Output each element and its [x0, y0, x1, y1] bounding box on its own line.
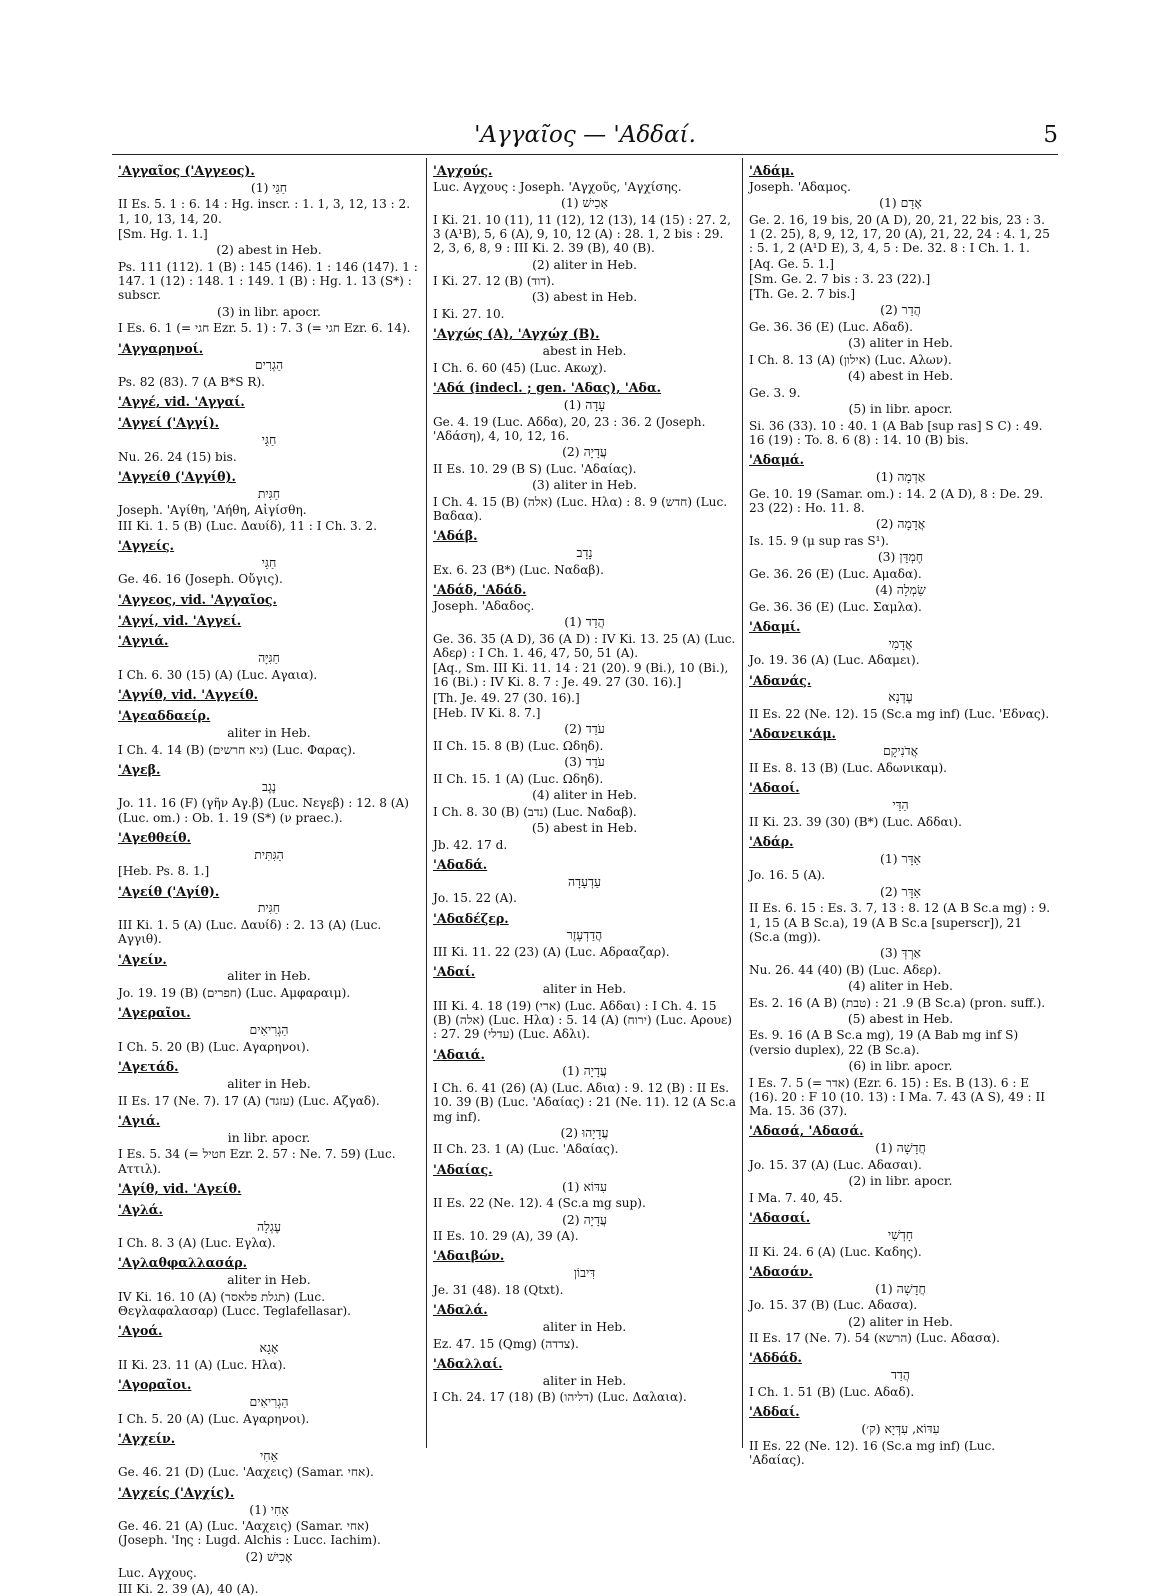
entry-reference: Joseph. 'Αγίθη, 'Αήθη, Αἰγίσθη. — [118, 503, 307, 518]
entry-headword: 'Αγεαδδαείρ. — [118, 708, 211, 724]
header-rule — [112, 154, 1058, 155]
entry-headword: 'Αδαοί. — [749, 780, 800, 796]
entry-sense: חַגַּי — [261, 554, 277, 570]
lexicon-entry — [118, 470, 420, 533]
lexicon-entry — [749, 164, 1052, 447]
lexicon-entry — [118, 539, 420, 587]
entry-reference: I Ch. 8. 13 (A) (אילון) (Luc. Αλων). — [749, 352, 952, 367]
lexicon-entry — [749, 835, 1052, 1119]
entry-headword: 'Αδάρ. — [749, 833, 794, 849]
entry-reference: Ge. 4. 19 (Luc. Αδδα), 20, 23 : 36. 2 (Joseph. 'Αδάση), 4, 10, 12, 16. — [433, 414, 706, 443]
entry-headword: 'Αγεθθείθ. — [118, 829, 191, 845]
entry-headword: 'Αδαλά. — [433, 1302, 488, 1318]
entry-headword: 'Αδασαί. — [749, 1210, 811, 1226]
entry-reference: Ge. 10. 19 (Samar. om.) : 14. 2 (A D), 8 : De. 29. 23 (22) : Ho. 11. 8. — [749, 486, 1044, 515]
entry-sense: (3) abest in Heb. — [531, 289, 638, 305]
entry-reference: [Heb. IV Ki. 8. 7.] — [433, 705, 541, 720]
entry-headword: 'Αγγί, vid. 'Αγγεί. — [118, 612, 242, 628]
lexicon-entry — [749, 453, 1052, 614]
entry-sense: הַגְרִים — [254, 357, 284, 373]
entry-sense: חָדְשִׁי — [887, 1226, 914, 1242]
entry-reference: Jo. 19. 36 (A) (Luc. Αδαμει). — [749, 653, 920, 668]
lexicon-entry — [118, 1486, 420, 1596]
lexicon-entry — [118, 634, 420, 682]
entry-sense: (6) in libr. apocr. — [848, 1057, 953, 1073]
lexicon-entry — [433, 381, 736, 523]
lexicon-entry — [433, 858, 736, 906]
entry-reference: II Es. 8. 13 (B) (Luc. Αδωνικαμ). — [749, 760, 948, 775]
lexicon-entry — [749, 727, 1052, 775]
entry-reference: [Aq., Sm. III Ki. 11. 14 : 21 (20). 9 (Bi.), 10 (Bi.), 16 (Bi.) : IV Ki. 8. 7 : Je. 49. 27 (30. 16).] — [433, 661, 729, 690]
entry-sense: (3) חֶמְדָּן — [877, 549, 924, 565]
entry-reference: I Ki. 27. 12 (B) (דוד). — [433, 274, 555, 289]
entry-reference: IV Ki. 16. 10 (A) (תגלת פלאסר) (Luc. Θεγλαφαλασαρ) (Lucc. Teglafellasar). — [118, 1289, 352, 1319]
entry-reference: Luc. Αγχους : Joseph. 'Αγχοῦς, 'Αγχίσης. — [433, 179, 682, 194]
entry-reference: Si. 36 (33). 10 : 40. 1 (A Bab [sup ras] S C) : 49. 16 (19) : To. 8. 6 (8) : 14. 10 (B) bis. — [749, 418, 1043, 447]
entry-headword: 'Αδαιβών. — [433, 1248, 505, 1264]
entry-reference: Ge. 36. 36 (E) (Luc. Σαμλα). — [749, 599, 922, 614]
entry-reference: Is. 15. 9 (μ sup ras S¹). — [749, 533, 890, 548]
entry-headword: 'Αγιά. — [118, 1112, 161, 1128]
lexicon-entry — [433, 1303, 736, 1351]
entry-reference: II Es. 17 (Ne. 7). 54 (הרשא) (Luc. Αδασα). — [749, 1331, 1001, 1346]
lexicon-entry — [118, 831, 420, 879]
lexicon-entry — [118, 1203, 420, 1251]
entry-reference: II Es. 10. 29 (A), 39 (A). — [433, 1229, 579, 1244]
entry-reference: Ps. 111 (112). 1 (B) : 145 (146). 1 : 146 (147). 1 : 147. 1 (12) : 148. 1 : 149. 1 (B) : Hg. 1. 13 (S*) : subscr. — [118, 259, 418, 303]
entry-reference: [Sm. Hg. 1. 1.] — [118, 227, 208, 242]
entry-reference: Je. 31 (48). 18 (Qtxt). — [433, 1282, 564, 1297]
lexicon-entry — [118, 1324, 420, 1372]
entry-sense: עַדְעָדָה — [567, 873, 602, 889]
entry-headword: 'Αδάβ. — [433, 528, 478, 544]
entry-reference: I Ch. 4. 15 (B) (אלה) (Luc. Ηλα) : 8. 9 (חדש) (Luc. Βαδαα). — [433, 494, 728, 523]
entry-reference: [Th. Ge. 2. 7 bis.] — [749, 287, 856, 302]
entry-reference: I Ki. 27. 10. — [433, 307, 505, 322]
columns — [112, 158, 1058, 1596]
entry-sense: aliter in Heb. — [542, 981, 627, 997]
entry-sense: in libr. apocr. — [227, 1129, 311, 1145]
entry-sense: (2) עֲדָיָה — [562, 1211, 607, 1227]
entry-sense: (1) עָדָה — [563, 396, 606, 412]
entry-sense: (1) אָכִישׁ — [560, 195, 608, 211]
entry-sense: (1) עֲדָיָה — [562, 1063, 607, 1079]
entry-reference: II Es. 22 (Ne. 12). 16 (Sc.a mg inf) (Luc. 'Αδαίας). — [749, 1438, 996, 1467]
entry-headword: 'Αδαδέζερ. — [433, 910, 509, 926]
entry-reference: [Th. Je. 49. 27 (30. 16).] — [433, 690, 580, 705]
lexicon-entry — [118, 342, 420, 390]
lexicon-entry — [433, 1357, 736, 1405]
entry-sense: (4) aliter in Heb. — [532, 787, 637, 803]
entry-reference: II Es. 6. 15 : Es. 3. 7, 13 : 8. 12 (A B Sc.a mg) : 9. 1, 15 (A B Sc.a), 19 (A B Sc.a [superscr]), 21 (Sc.a (mg)). — [749, 901, 1051, 944]
entry-sense: אֵחִי — [259, 1447, 279, 1463]
entry-sense: (2) אָכִישׁ — [245, 1548, 293, 1564]
entry-reference: Es. 9. 16 (A B Sc.a mg), 19 (A Bab mg inf S) (versio duplex), 22 (B Sc.a). — [749, 1028, 1019, 1057]
lexicon-entry — [118, 614, 420, 629]
entry-sense: (3) אַרְדְּ — [880, 945, 921, 961]
lexicon-entry — [118, 953, 420, 1001]
entry-headword: 'Αδανάς. — [749, 672, 812, 688]
entry-sense: הֲדַדְעֶזֶר — [566, 927, 603, 943]
entry-headword: 'Αδαδά. — [433, 856, 488, 872]
entry-sense: aliter in Heb. — [542, 1319, 627, 1334]
entry-reference: I Ki. 21. 10 (11), 11 (12), 12 (13), 14 (15) : 27. 2, 3 (A¹B), 5, 6 (A), 9, 10, 12 (A) : 28. 1, 2 bis : 29. 2, 3, 6, 8, 9 : III Ki. 2. 39 (B), 40 (B). — [433, 212, 731, 256]
entry-headword: 'Αγγείς. — [118, 537, 175, 553]
entry-reference: [Heb. Ps. 8. 1.] — [118, 864, 210, 879]
entry-headword: 'Αγοραῖοι. — [118, 1377, 192, 1393]
entry-sense: (1) אֵחִי — [249, 1501, 289, 1517]
lexicon-entry — [749, 674, 1052, 722]
entry-reference: I Ch. 5. 20 (A) (Luc. Αγαρηνοι). — [118, 1411, 310, 1426]
entry-sense: חַגַּי — [261, 432, 277, 448]
entry-reference: I Ch. 5. 20 (B) (Luc. Αγαρηνοι). — [118, 1039, 310, 1054]
entry-sense: (1) עִדּוֹא — [561, 1178, 608, 1194]
entry-headword: 'Αγεβ. — [118, 761, 161, 777]
entry-reference: Jo. 19. 19 (B) (חפרים) (Luc. Αμφαραιμ). — [118, 986, 351, 1001]
entry-reference: I Ch. 24. 17 (18) (B) (דליהו) (Luc. Δαλαια). — [433, 1390, 687, 1405]
entry-sense: (1) הֲדַד — [564, 614, 605, 630]
entry-reference: I Es. 5. 34 (= חטיל Ezr. 2. 57 : Ne. 7. 59) (Luc. Αττιλ). — [118, 1147, 396, 1176]
entry-headword: 'Αγγεος, vid. 'Αγγαῖος. — [118, 591, 277, 607]
entry-sense: עִדּוֹא, עִדְּיָא (ק׳) — [861, 1421, 940, 1437]
entry-sense: (1) חַגַּי — [250, 179, 288, 195]
entry-sense: aliter in Heb. — [227, 1272, 311, 1288]
entry-sense: דִּיבוֹן — [573, 1265, 596, 1281]
entry-reference: Ge. 46. 16 (Joseph. Οὔγις). — [118, 572, 283, 587]
entry-reference: I Ch. 8. 3 (A) (Luc. Εγλα). — [118, 1236, 276, 1251]
entry-sense: (5) in libr. apocr. — [848, 401, 953, 417]
lexicon-entry — [118, 593, 420, 608]
entry-reference: II Ch. 23. 1 (A) (Luc. 'Αδαίας). — [433, 1142, 619, 1157]
lexicon-entry — [118, 1432, 420, 1480]
entry-headword: 'Αδαμί. — [749, 618, 801, 634]
entry-reference: II Es. 22 (Ne. 12). 15 (Sc.a mg inf) (Luc. 'Εδνας). — [749, 707, 1050, 722]
entry-reference: Nu. 26. 44 (40) (B) (Luc. Αδερ). — [749, 962, 942, 977]
entry-headword: 'Αγείθ ('Αγίθ). — [118, 883, 220, 899]
entry-headword: 'Αδάδ, 'Αδάδ. — [433, 581, 527, 597]
entry-sense: (1) אַדְמָה — [875, 469, 926, 485]
entry-sense: אֲדָמִי — [888, 635, 913, 651]
lexicon-entry — [118, 1378, 420, 1426]
entry-reference: I Es. 6. 1 (= חגי Ezr. 5. 1) : 7. 3 (= חגי Ezr. 6. 14). — [118, 321, 411, 336]
lexicon-entry — [749, 1124, 1052, 1205]
entry-reference: I Ma. 7. 40, 45. — [749, 1190, 843, 1205]
entry-reference: Jo. 11. 16 (F) (γῆν Αγ.β) (Luc. Νεγεβ) : 12. 8 (A) (Luc. om.) : Ob. 1. 19 (S*) (ν praec.). — [118, 796, 409, 825]
entry-reference: II Es. 22 (Ne. 12). 4 (Sc.a mg sup). — [433, 1196, 646, 1211]
entry-headword: 'Αγεραῖοι. — [118, 1005, 191, 1021]
lexicon-entry — [749, 1211, 1052, 1259]
entry-reference: III Ki. 4. 18 (19) (ארי) (Luc. Αδδαι) : I Ch. 4. 15 (B) (אלה) (Luc. Ηλα) : 5. 14 (A) (ירוח) (Luc. Αρουε) : 27. 29 (עדלי) (Luc. Αδλι). — [433, 998, 732, 1042]
lexicon-entry — [118, 1114, 420, 1176]
entry-sense: (1) חֲדָשָׁה — [875, 1280, 926, 1296]
entry-headword: 'Αγγίθ, vid. 'Αγγείθ. — [118, 687, 258, 703]
entry-sense: (1) אָדָם — [879, 195, 922, 211]
entry-headword: 'Αγχείς ('Αγχίς). — [118, 1484, 235, 1500]
entry-reference: Ge. 36. 26 (E) (Luc. Αμαδα). — [749, 566, 922, 581]
entry-reference: III Ki. 1. 5 (B) (Luc. Δαυίδ), 11 : I Ch. 3. 2. — [118, 518, 377, 533]
entry-reference: II Es. 17 (Ne. 7). 17 (A) (עזגד) (Luc. Αζγαδ). — [118, 1093, 380, 1108]
entry-reference: II Es. 10. 29 (B S) (Luc. 'Αδαίας). — [433, 461, 637, 476]
entry-headword: 'Αγείν. — [118, 951, 167, 967]
entry-reference: II Es. 5. 1 : 6. 14 : Hg. inscr. : 1. 1, 3, 12, 13 : 2. 1, 10, 13, 14, 20. — [118, 197, 411, 226]
entry-sense: (1) אַדָּר — [880, 850, 921, 866]
entry-reference: Ge. 46. 21 (D) (Luc. 'Ααχεις) (Samar. אחי). — [118, 1465, 374, 1480]
entry-sense: עֶגְלָה — [256, 1218, 282, 1234]
entry-sense: עֶדְנָא — [888, 689, 913, 705]
entry-sense: (3) aliter in Heb. — [848, 335, 953, 351]
lexicon-entry — [433, 1163, 736, 1244]
page-number: 5 — [1043, 122, 1058, 148]
lexicon-entry — [433, 327, 736, 375]
entry-reference: II Ki. 24. 6 (A) (Luc. Καδης). — [749, 1244, 922, 1259]
entry-headword: 'Αδασά, 'Αδασά. — [749, 1123, 864, 1139]
entry-reference: Joseph. 'Αδαμος. — [749, 179, 851, 194]
lexicon-entry — [118, 416, 420, 464]
lexicon-entry — [749, 1405, 1052, 1467]
entry-headword: 'Αγοά. — [118, 1323, 163, 1339]
column-3 — [743, 158, 1058, 1467]
entry-reference: II Ch. 15. 8 (B) (Luc. Ωδηδ). — [433, 738, 604, 753]
entry-sense: נֶגֶב — [261, 778, 277, 794]
entry-sense: (2) in libr. apocr. — [848, 1173, 953, 1189]
entry-headword: 'Αγλά. — [118, 1201, 163, 1217]
entry-sense: אֲדֹנִיקָם — [882, 743, 919, 759]
entry-sense: נָדָב — [576, 545, 593, 560]
lexicon-entry — [118, 688, 420, 703]
entry-sense: aliter in Heb. — [227, 724, 311, 740]
entry-sense: (2) עֹדֵד — [564, 721, 605, 737]
entry-headword: 'Αγγαρηνοί. — [118, 340, 204, 356]
entry-headword: 'Αδαμά. — [749, 452, 805, 468]
column-1 — [112, 158, 427, 1596]
entry-sense: אָגָא — [259, 1340, 279, 1356]
lexicon-entry — [118, 1060, 420, 1108]
lexicon-entry — [749, 781, 1052, 829]
entry-sense: (5) abest in Heb. — [847, 1010, 954, 1026]
entry-reference: I Ch. 8. 30 (B) (נדב) (Luc. Ναδαβ). — [433, 804, 637, 819]
entry-headword: 'Αδασάν. — [749, 1263, 813, 1279]
entry-headword: 'Αδαιά. — [433, 1046, 485, 1062]
entry-reference: III Ki. 11. 22 (23) (A) (Luc. Αδρααζαρ). — [433, 945, 670, 960]
lexicon-entry — [749, 1265, 1052, 1346]
entry-reference: Jo. 15. 37 (A) (Luc. Αδασαι). — [749, 1157, 922, 1172]
entry-sense: (2) עֲדָיָהוּ — [560, 1124, 609, 1140]
entry-headword: 'Αγλαθφαλλασάρ. — [118, 1255, 248, 1271]
entry-sense: הַדַּי — [892, 796, 909, 812]
entry-sense: (5) abest in Heb. — [531, 819, 638, 835]
lexicon-entry — [118, 885, 420, 947]
entry-headword: 'Αδανεικάμ. — [749, 726, 836, 742]
entry-headword: 'Αγγιά. — [118, 633, 169, 649]
entry-reference: Luc. Αγχους. — [118, 1566, 197, 1581]
entry-reference: Jo. 15. 22 (A). — [433, 891, 517, 906]
entry-sense: הַגְרִיאִים — [249, 1394, 289, 1410]
entry-sense: (2) aliter in Heb. — [848, 1313, 953, 1329]
entry-sense: (2) הֲדַר — [880, 302, 921, 318]
entry-sense: (2) abest in Heb. — [216, 242, 322, 258]
entry-sense: חַגִּית — [257, 485, 281, 501]
entry-sense: (2) aliter in Heb. — [532, 256, 637, 272]
lexicon-entry — [118, 1182, 420, 1197]
entry-sense: aliter in Heb. — [227, 968, 311, 984]
entry-reference: II Ch. 15. 1 (A) (Luc. Ωδηδ). — [433, 771, 604, 786]
entry-headword: 'Αδδαί. — [749, 1404, 800, 1420]
entry-sense: הַגְרִיאִים — [249, 1022, 289, 1038]
lexicon-entry — [118, 164, 420, 336]
entry-reference: Es. 2. 16 (A B) (טבת) : 9. 21 (B Sc.a) (pron. suff.). — [749, 995, 1046, 1010]
entry-reference: Nu. 26. 24 (15) bis. — [118, 449, 237, 464]
entry-sense: (4) aliter in Heb. — [848, 977, 953, 993]
entry-sense: aliter in Heb. — [542, 1372, 627, 1388]
entry-reference: I Ch. 4. 14 (B) (גיא חרשים) (Luc. Φαρας). — [118, 742, 356, 757]
entry-reference: Jo. 16. 5 (A). — [749, 868, 826, 883]
entry-sense: חַגִּיָּה — [258, 650, 280, 666]
entry-sense: הֲדַד — [890, 1367, 911, 1383]
entry-sense: (3) in libr. apocr. — [217, 303, 321, 319]
entry-reference: Ge. 2. 16, 19 bis, 20 (A D), 20, 21, 22 bis, 23 : 3. 1 (2. 25), 8, 9, 12, 17, 20 (A), 21, 22, 24 : 4. 1, 25 : 5. 1, 2 (A¹D E), 3, 4, 5 : De. 32. 8 : I Ch. 1. 1. — [749, 212, 1050, 256]
entry-reference: III Ki. 1. 5 (A) (Luc. Δαυίδ) : 2. 13 (A) (Luc. Αγγιθ). — [118, 918, 382, 947]
entry-headword: 'Αδάμ. — [749, 163, 795, 178]
entry-reference: Jb. 42. 17 d. — [433, 837, 508, 852]
entry-reference: I Ch. 6. 60 (45) (Luc. Ακωχ). — [433, 360, 607, 375]
lexicon-entry — [118, 1006, 420, 1054]
entry-reference: I Es. 7. 5 (= אדר) (Ezr. 6. 15) : Es. B (13). 6 : E (16). 20 : F 10 (10. 13) : I Ma. 7. 43 (A S), 49 : II Ma. 15. 36 (37). — [749, 1075, 1046, 1119]
entry-headword: 'Αγίθ, vid. 'Αγείθ. — [118, 1180, 242, 1196]
lexicon-entry — [433, 583, 736, 852]
entry-sense: חַגִּית — [257, 900, 281, 916]
lexicon-entry — [749, 620, 1052, 668]
entry-reference: Ps. 82 (83). 7 (A B*S R). — [118, 375, 266, 390]
entry-sense: (3) עֹדֵד — [564, 754, 605, 770]
entry-sense: (4) abest in Heb. — [847, 368, 954, 384]
entry-reference: Ge. 36. 35 (A D), 36 (A D) : IV Ki. 13. 25 (A) (Luc. Αδερ) : I Ch. 1. 46, 47, 50, 51 (A). — [433, 631, 736, 660]
entry-reference: Joseph. 'Αδαδος. — [433, 598, 535, 613]
entry-sense: (1) חֲדָשָׁה — [875, 1140, 926, 1156]
page-header — [112, 118, 1058, 150]
entry-reference: [Sm. Ge. 2. 7 bis : 3. 23 (22).] — [749, 271, 931, 286]
entry-reference: III Ki. 2. 39 (A), 40 (A). — [118, 1581, 259, 1596]
lexicon-entry — [749, 1351, 1052, 1399]
entry-headword: 'Αγγαῖος ('Αγγεος). — [118, 163, 255, 178]
entry-headword: 'Αδδάδ. — [749, 1350, 802, 1366]
entry-reference: Jo. 15. 37 (B) (Luc. Αδασα). — [749, 1298, 918, 1313]
entry-sense: abest in Heb. — [542, 343, 627, 359]
entry-sense: (3) aliter in Heb. — [532, 476, 637, 492]
entry-headword: 'Αγγέ, vid. 'Αγγαί. — [118, 394, 245, 410]
entry-sense: הַגִּתִּית — [254, 846, 284, 862]
lexicon-entry — [118, 395, 420, 410]
lexicon-entry — [433, 965, 736, 1041]
entry-sense: aliter in Heb. — [227, 1075, 311, 1091]
entry-reference: Ex. 6. 23 (B*) (Luc. Ναδαβ). — [433, 562, 604, 577]
entry-headword: 'Αγχούς. — [433, 163, 493, 178]
lexicon-entry — [433, 529, 736, 577]
entry-headword: 'Αγγείθ ('Αγγίθ). — [118, 468, 236, 484]
entry-reference: [Aq. Ge. 5. 1.] — [749, 256, 835, 271]
entry-headword: 'Αδά (indecl. ; gen. 'Αδας), 'Αδα. — [433, 380, 662, 396]
entry-sense: (2) אֲדָמָה — [875, 516, 926, 532]
entry-headword: 'Αγετάδ. — [118, 1059, 179, 1075]
lexicon-entry — [433, 1249, 736, 1297]
running-title: 'Αγγαῖος — 'Αδδαί. — [474, 122, 696, 148]
entry-headword: 'Αγγεί ('Αγγί). — [118, 415, 220, 431]
entry-reference: Ge. 3. 9. — [749, 385, 801, 400]
entry-reference: Ge. 36. 36 (E) (Luc. Αδαδ). — [749, 319, 913, 334]
column-2 — [427, 158, 743, 1448]
entry-headword: 'Αγχείν. — [118, 1430, 176, 1446]
entry-reference: Ge. 46. 21 (A) (Luc. 'Ααχεις) (Samar. אחי) (Joseph. 'Ιης : Lugd. Alchis : Lucc. Iachim). — [118, 1519, 381, 1548]
entry-reference: II Ki. 23. 39 (30) (B*) (Luc. Αδδαι). — [749, 814, 962, 829]
lexicon-entry — [118, 763, 420, 825]
entry-headword: 'Αδαλλαί. — [433, 1355, 503, 1371]
entry-reference: II Ki. 23. 11 (A) (Luc. Ηλα). — [118, 1357, 287, 1372]
entry-headword: 'Αγχώς (A), 'Αγχώχ (B). — [433, 326, 600, 342]
entry-sense: (2) עֲדָיָה — [562, 444, 607, 460]
entry-sense: (4) שַׂמְלָה — [875, 581, 926, 597]
entry-headword: 'Αδαί. — [433, 964, 476, 980]
lexicon-entry — [118, 1256, 420, 1318]
lexicon-entry — [433, 912, 736, 960]
entry-reference: I Ch. 1. 51 (B) (Luc. Αδαδ). — [749, 1384, 915, 1399]
entry-reference: I Ch. 6. 41 (26) (A) (Luc. Αδια) : 9. 12 (B) : II Es. 10. 39 (B) (Luc. 'Αδαίας) : 21 (Ne. 11). 12 (A Sc.a mg inf). — [433, 1081, 736, 1124]
entry-reference: Ez. 47. 15 (Qmg) (צדדה). — [433, 1336, 579, 1351]
lexicon-entry — [433, 1048, 736, 1157]
lexicon-entry — [118, 709, 420, 757]
entry-headword: 'Αδαίας. — [433, 1161, 493, 1177]
entry-reference: I Ch. 6. 30 (15) (A) (Luc. Αγαια). — [118, 667, 318, 682]
entry-sense: (2) אַדָּר — [880, 883, 921, 899]
lexicon-entry — [433, 164, 736, 321]
